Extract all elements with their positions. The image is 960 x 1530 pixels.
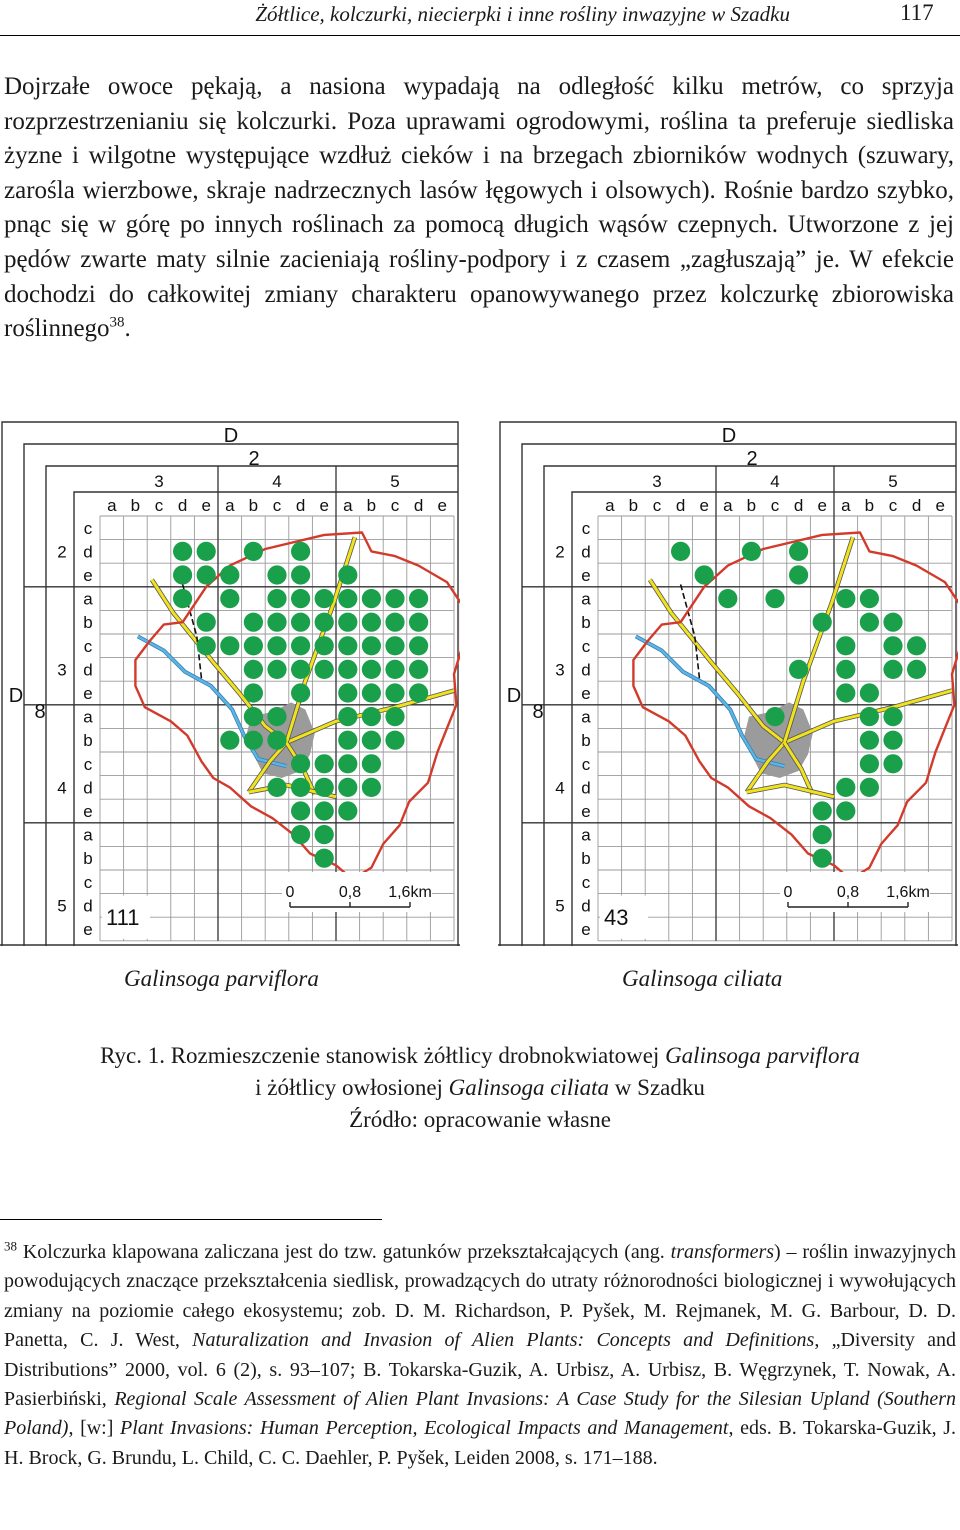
grid-label-row-number: 2: [57, 542, 67, 562]
occurrence-dot: [173, 589, 192, 608]
grid-label-top-mid: 2: [248, 448, 260, 470]
grid-label-row-letter: c: [83, 636, 93, 656]
footnote-italic: Naturalization and Invasion of Alien Plants: Concepts and Definitions: [192, 1329, 815, 1352]
grid-label-col-number: 3: [652, 472, 662, 491]
occurrence-dot: [338, 565, 357, 584]
grid-label-col-letter: c: [770, 496, 780, 515]
body-text: Dojrzałe owoce pękają, a nasiona wypadają na odległość kilku metrów, co sprzyja rozprzestrzenianiu się kolczurki. Poza uprawami ogrodowymi, roślina ta preferuje siedliska żyzne i wilgotne występujące wzdłuż cieków i na brzegach zbiorników wodnych (szuwary, zarośla wierzbowe, skraje nadrzecznych lasów łęgowych i olsowych). Rośnie bardzo szybko, pnąc się w górę po innych roślinach za pomocą długich wąsów czepnych. Utworzone z jej pędów zwarte maty silnie zacieniają rośliny-podpory i z czasem „zagłuszają” je. W efekcie dochodzi do całkowitej zmiany charakteru opanowywanego przez kolczurkę zbiorowiska roślinnego: [4, 73, 954, 343]
grid-label-col-letter: a: [841, 496, 851, 515]
occurrence-dot: [385, 683, 404, 702]
map-caption-parviflora: Galinsoga parviflora: [124, 966, 319, 991]
occurrence-dot: [409, 589, 428, 608]
grid-label-row-letter: c: [83, 518, 93, 538]
occurrence-dot: [291, 589, 310, 608]
grid-label-col-number: 3: [154, 472, 164, 491]
occurrence-dot: [362, 589, 381, 608]
grid-label-row-letter: d: [581, 896, 591, 916]
occurrence-dot: [907, 636, 926, 655]
grid-label-col-letter: b: [366, 496, 377, 515]
occurrence-dot: [244, 660, 263, 679]
occurrence-dot: [765, 589, 784, 608]
grid-label-row-letter: e: [83, 802, 93, 821]
occurrence-dot: [291, 542, 310, 561]
grid-label-col-letter: a: [225, 496, 235, 515]
occurrence-dot: [244, 707, 263, 726]
grid-label-row-letter: b: [581, 613, 591, 633]
grid-label-col-letter: c: [652, 496, 662, 515]
occurrence-dot: [197, 613, 216, 632]
grid-label-row-letter: e: [83, 566, 93, 585]
grid-label-row-letter: d: [83, 896, 93, 916]
grid-label-row-letter: e: [581, 684, 591, 703]
grid-label-row-letter: c: [581, 754, 591, 774]
grid-label-left-mid: 8: [532, 701, 544, 723]
grid-label-top-big: D: [721, 425, 737, 447]
occurrence-dot: [362, 613, 381, 632]
footnote-rule: [0, 1219, 382, 1220]
map-svg: [498, 420, 958, 946]
occurrence-dot: [907, 660, 926, 679]
occurrence-dot: [883, 636, 902, 655]
grid-label-col-letter: d: [177, 496, 188, 515]
occurrence-dot: [315, 589, 334, 608]
grid-label-col-letter: d: [413, 496, 424, 515]
grid-label-col-number: 4: [272, 472, 282, 491]
grid-label-top-mid: 2: [746, 448, 758, 470]
body-end: .: [124, 315, 131, 343]
occurrence-dot: [836, 636, 855, 655]
occurrence-dot: [883, 660, 902, 679]
occurrence-dot: [671, 542, 690, 561]
occurrence-dot: [362, 660, 381, 679]
occurrence-dot: [385, 707, 404, 726]
grid-label-row-letter: b: [83, 849, 93, 869]
scale-label: 1,6km: [886, 884, 930, 901]
grid-label-row-letter: a: [83, 825, 93, 845]
occurrence-dot: [291, 565, 310, 584]
occurrence-dot: [836, 683, 855, 702]
grid-label-col-letter: a: [343, 496, 353, 515]
occurrence-dot: [409, 613, 428, 632]
occurrence-dot: [315, 660, 334, 679]
occurrence-dot: [267, 565, 286, 584]
occurrence-dot: [315, 801, 334, 820]
occurrence-dot: [860, 731, 879, 750]
running-title: Żółtlice, kolczurki, niecierpki i inne rośliny inwazyjne w Szadku: [255, 2, 790, 26]
distribution-map-parviflora: [0, 420, 460, 946]
grid-label-col-letter: b: [864, 496, 875, 515]
caption-species: Galinsoga ciliata: [448, 1075, 610, 1100]
footnote-text: , [w:]: [68, 1417, 121, 1440]
grid-label-row-letter: a: [581, 707, 591, 727]
grid-label-col-letter: b: [746, 496, 757, 515]
grid-label-row-letter: a: [83, 707, 93, 727]
caption-line-1: [0, 1040, 960, 1072]
grid-label-left-big: D: [8, 685, 24, 707]
grid-label-row-letter: b: [581, 731, 591, 751]
occurrence-dot: [173, 565, 192, 584]
occurrence-dot: [860, 754, 879, 773]
occurrence-dot: [197, 636, 216, 655]
grid-label-row-letter: a: [83, 589, 93, 609]
header-rule: [0, 35, 960, 36]
occurrence-dot: [695, 565, 714, 584]
grid-label-col-letter: b: [628, 496, 639, 515]
grid-label-left-big: D: [506, 685, 522, 707]
footnote-ref: 38: [109, 314, 125, 331]
grid-label-col-letter: c: [888, 496, 898, 515]
grid-label-row-number: 5: [57, 896, 67, 916]
occurrence-dot: [291, 613, 310, 632]
occurrence-dot: [244, 636, 263, 655]
occurrence-dot: [197, 565, 216, 584]
figure-caption: [0, 1040, 960, 1136]
grid-label-row-letter: d: [83, 778, 93, 798]
occurrence-dot: [291, 801, 310, 820]
scale-label: 0,8: [338, 884, 362, 901]
occurrence-dot: [385, 589, 404, 608]
grid-label-row-letter: b: [83, 731, 93, 751]
occurrence-dot: [291, 660, 310, 679]
occurrence-dot: [315, 613, 334, 632]
occurrence-dot: [836, 778, 855, 797]
grid-label-col-letter: e: [201, 496, 211, 515]
grid-label-col-letter: c: [154, 496, 164, 515]
scale-label: 1,6km: [388, 884, 432, 901]
grid-label-row-letter: d: [83, 660, 93, 680]
grid-label-row-letter: c: [581, 636, 591, 656]
grid-label-row-letter: e: [83, 684, 93, 703]
grid-label-row-letter: b: [83, 613, 93, 633]
occurrence-dot: [883, 613, 902, 632]
occurrence-dot: [267, 660, 286, 679]
caption-text: Ryc. 1. Rozmieszczenie stanowisk żółtlicy drobnokwiatowej: [100, 1043, 666, 1068]
grid-label-col-number: 4: [770, 472, 780, 491]
occurrence-dot: [267, 589, 286, 608]
occurrence-dot: [860, 707, 879, 726]
occurrence-dot: [813, 825, 832, 844]
occurrence-dot: [291, 825, 310, 844]
grid-label-col-letter: a: [107, 496, 117, 515]
grid-label-col-letter: e: [935, 496, 945, 515]
scale-label: 0: [783, 884, 793, 901]
footnote-number: 38: [4, 1238, 17, 1254]
grid-label-top-big: D: [223, 425, 239, 447]
record-count: 43: [604, 905, 629, 931]
body-paragraph: [4, 70, 954, 347]
occurrence-dot: [315, 849, 334, 868]
occurrence-dot: [789, 542, 808, 561]
grid-label-row-number: 3: [57, 660, 67, 680]
grid-label-col-letter: e: [817, 496, 827, 515]
caption-species: Galinsoga parviflora: [665, 1043, 860, 1068]
occurrence-dot: [220, 589, 239, 608]
occurrence-dot: [267, 613, 286, 632]
occurrence-dot: [244, 613, 263, 632]
occurrence-dot: [220, 636, 239, 655]
grid-label-row-number: 2: [555, 542, 565, 562]
grid-label-row-letter: e: [83, 920, 93, 939]
occurrence-dot: [883, 707, 902, 726]
grid-label-col-letter: e: [319, 496, 329, 515]
occurrence-dot: [267, 731, 286, 750]
grid-label-col-letter: a: [605, 496, 615, 515]
occurrence-dot: [385, 613, 404, 632]
occurrence-dot: [813, 801, 832, 820]
occurrence-dot: [409, 660, 428, 679]
occurrence-dot: [338, 801, 357, 820]
grid-label-col-number: 5: [888, 472, 898, 491]
map-svg: [0, 420, 460, 946]
occurrence-dot: [244, 731, 263, 750]
occurrence-dot: [385, 636, 404, 655]
occurrence-dot: [338, 754, 357, 773]
occurrence-dot: [220, 731, 239, 750]
occurrence-dot: [883, 754, 902, 773]
grid-label-row-letter: c: [581, 872, 591, 892]
occurrence-dot: [362, 731, 381, 750]
occurrence-dot: [718, 589, 737, 608]
footnote-italic: Plant Invasions: Human Perception, Ecological Impacts and Management: [120, 1417, 729, 1440]
grid-label-row-letter: e: [581, 920, 591, 939]
occurrence-dot: [338, 778, 357, 797]
grid-label-row-number: 4: [555, 778, 565, 798]
occurrence-dot: [315, 778, 334, 797]
caption-source: Źródło: opracowanie własne: [349, 1107, 611, 1132]
grid-label-row-letter: d: [83, 542, 93, 562]
occurrence-dot: [385, 731, 404, 750]
grid-label-row-letter: e: [581, 802, 591, 821]
occurrence-dot: [244, 542, 263, 561]
occurrence-dot: [362, 683, 381, 702]
occurrence-dot: [338, 660, 357, 679]
occurrence-dot: [362, 707, 381, 726]
grid-label-row-letter: d: [581, 660, 591, 680]
occurrence-dot: [291, 778, 310, 797]
grid-label-col-letter: e: [699, 496, 709, 515]
footnote-text: Kolczurka klapowana zaliczana jest do tzw. gatunków przekształcających (ang.: [17, 1241, 671, 1263]
occurrence-dot: [362, 778, 381, 797]
occurrence-dot: [315, 825, 334, 844]
distribution-map-ciliata: [498, 420, 958, 946]
occurrence-dot: [409, 636, 428, 655]
occurrence-dot: [409, 683, 428, 702]
occurrence-dot: [338, 683, 357, 702]
page-number: 117: [900, 0, 934, 25]
grid-label-row-letter: c: [83, 754, 93, 774]
caption-line-2: [0, 1072, 960, 1104]
occurrence-dot: [338, 589, 357, 608]
occurrence-dot: [789, 660, 808, 679]
grid-label-row-letter: b: [581, 849, 591, 869]
occurrence-dot: [883, 731, 902, 750]
caption-text: i żółtlicy owłosionej: [255, 1075, 449, 1100]
occurrence-dot: [860, 683, 879, 702]
grid-label-col-letter: c: [272, 496, 282, 515]
occurrence-dot: [315, 754, 334, 773]
occurrence-dot: [338, 707, 357, 726]
footnote-text: , „Diversity and Distributions” 2000, vol. 6 (2), s. 93–107; B. Tokarska-Guzik, A. Urbisz, A. Urbisz, B. Węgrzynek, T. Nowak, A. Pasierbiński,: [4, 1329, 957, 1411]
grid-label-col-letter: c: [390, 496, 400, 515]
grid-label-row-number: 5: [555, 896, 565, 916]
occurrence-dot: [220, 565, 239, 584]
occurrence-dot: [267, 778, 286, 797]
grid-label-col-letter: e: [437, 496, 447, 515]
occurrence-dot: [267, 636, 286, 655]
footnote-italic: Regional Scale Assessment of Alien Plant Invasions: A Case Study for the Silesian Upland (Southern Poland): [4, 1388, 956, 1440]
occurrence-dot: [789, 565, 808, 584]
occurrence-dot: [836, 589, 855, 608]
occurrence-dot: [385, 660, 404, 679]
occurrence-dot: [860, 778, 879, 797]
map-caption-ciliata: Galinsoga ciliata: [622, 966, 783, 991]
occurrence-dot: [291, 683, 310, 702]
grid-label-row-letter: c: [83, 872, 93, 892]
footnote-text: ) – roślin inwazyjnych powodujących znaczące przekształcenia siedlisk, prowadzących do utraty różnorodności biologicznej i wywołujących zmiany na poziomie całego ekosystemu; zob. D. M. Richardson, P. Pyšek, M. Rejmanek, M. G. Barbour, D. D. Panetta, C. J. West,: [4, 1241, 956, 1352]
grid-label-row-letter: c: [581, 518, 591, 538]
occurrence-dot: [362, 754, 381, 773]
grid-label-col-letter: a: [723, 496, 733, 515]
grid-label-col-letter: d: [911, 496, 922, 515]
footnote-italic: transformers: [670, 1241, 775, 1263]
record-count: 111: [106, 905, 140, 931]
occurrence-dot: [362, 636, 381, 655]
occurrence-dot: [338, 731, 357, 750]
occurrence-dot: [813, 849, 832, 868]
grid-label-left-mid: 8: [34, 701, 46, 723]
occurrence-dot: [267, 707, 286, 726]
grid-label-row-letter: d: [581, 778, 591, 798]
occurrence-dot: [765, 707, 784, 726]
grid-label-row-letter: a: [581, 825, 591, 845]
occurrence-dot: [338, 636, 357, 655]
grid-label-col-letter: d: [295, 496, 306, 515]
occurrence-dot: [315, 636, 334, 655]
grid-label-row-letter: a: [581, 589, 591, 609]
grid-label-row-letter: e: [581, 566, 591, 585]
occurrence-dot: [197, 542, 216, 561]
scale-label: 0: [285, 884, 295, 901]
footnote-text: , eds. B. Tokarska-Guzik, J. H. Brock, G. Brundu, L. Child, C. C. Daehler, P. Pyšek, Leiden 2008, s. 171–188.: [4, 1417, 956, 1469]
occurrence-dot: [836, 801, 855, 820]
scale-label: 0,8: [836, 884, 860, 901]
occurrence-dot: [291, 754, 310, 773]
occurrence-dot: [836, 660, 855, 679]
occurrence-dot: [244, 683, 263, 702]
occurrence-dot: [860, 589, 879, 608]
caption-text: w Szadku: [609, 1075, 705, 1100]
occurrence-dot: [860, 613, 879, 632]
occurrence-dot: [291, 636, 310, 655]
grid-label-row-number: 3: [555, 660, 565, 680]
grid-label-row-number: 4: [57, 778, 67, 798]
occurrence-dot: [813, 613, 832, 632]
occurrence-dot: [173, 542, 192, 561]
grid-label-col-letter: d: [793, 496, 804, 515]
grid-label-col-letter: b: [248, 496, 259, 515]
occurrence-dot: [338, 613, 357, 632]
grid-label-col-letter: d: [675, 496, 686, 515]
footnote: [4, 1238, 956, 1473]
grid-label-col-number: 5: [390, 472, 400, 491]
occurrence-dot: [742, 542, 761, 561]
grid-label-col-letter: b: [130, 496, 141, 515]
grid-label-row-letter: d: [581, 542, 591, 562]
